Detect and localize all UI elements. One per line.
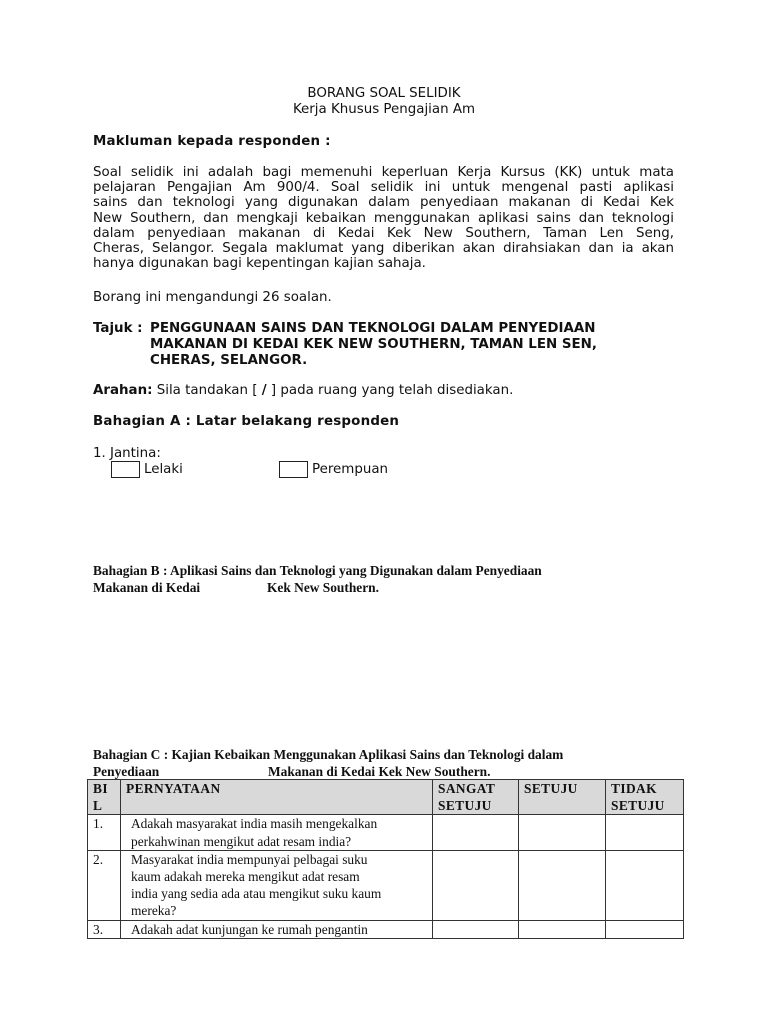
header-sangat-setuju: SANGAT SETUJU: [433, 780, 519, 815]
header-pernyataan: PERNYATAAN: [121, 780, 433, 815]
section-b-heading-line2a: Makanan di Kedai: [93, 580, 201, 595]
perempuan-checkbox[interactable]: [279, 461, 308, 478]
sangat-setuju-cell[interactable]: [433, 850, 519, 920]
arahan-instruction: [93, 383, 513, 398]
survey-table: [87, 779, 684, 939]
tidak-setuju-cell[interactable]: [606, 815, 684, 850]
section-b-heading-line1: Bahagian B : Aplikasi Sains dan Teknologi yang Digunakan dalam Penyediaan: [93, 563, 542, 578]
arahan-label: Arahan:: [93, 383, 153, 398]
tidak-setuju-cell[interactable]: [606, 920, 684, 938]
row-statement: Adakah adat kunjungan ke rumah pengantin: [121, 920, 433, 938]
header-setuju: SETUJU: [519, 780, 606, 815]
form-title: BORANG SOAL SELIDIK: [307, 86, 461, 101]
section-c-heading-line2a: Penyediaan: [93, 764, 160, 779]
arahan-text-before: Sila tandakan [: [152, 383, 262, 398]
table-row: [88, 850, 684, 920]
row-statement: Adakah masyarakat india masih mengekalkan perkahwinan mengikut adat resam india?: [121, 815, 433, 850]
notice-line: Cheras, Selangor. Segala maklumat yang diberikan akan dirahsiakan dan ia akan: [93, 241, 674, 257]
sangat-setuju-cell[interactable]: [433, 920, 519, 938]
section-c-heading-line1: Bahagian C : Kajian Kebaikan Menggunakan Aplikasi Sains dan Teknologi dalam: [93, 747, 564, 762]
header-bil: BI L: [88, 780, 121, 815]
form-subtitle: Kerja Khusus Pengajian Am: [292, 102, 476, 117]
table-row: [88, 920, 684, 938]
perempuan-label: Perempuan: [312, 462, 389, 477]
question-count: Borang ini mengandungi 26 soalan.: [93, 290, 332, 305]
notice-line: New Southern, dan mengkaji kebaikan menggunakan aplikasi sains dan teknologi: [93, 210, 674, 226]
notice-paragraph: [93, 165, 674, 271]
row-statement: Masyarakat india mempunyai pelbagai suku kaum adakah mereka mengikut adat resam india yang sedia ada atau mengikut suku kaum mereka?: [121, 850, 433, 920]
tajuk-label: Tajuk :: [93, 321, 143, 336]
section-c-heading-line2b: Makanan di Kedai Kek New Southern.: [268, 764, 491, 779]
arahan-mark: /: [261, 383, 267, 398]
setuju-cell[interactable]: [519, 920, 606, 938]
gender-question: 1. Jantina:: [93, 446, 161, 461]
section-b-heading-line2b: Kek New Southern.: [267, 580, 379, 595]
table-row: [88, 815, 684, 850]
table-header-row: [88, 780, 684, 815]
header-tidak-setuju: TIDAK SETUJU: [606, 780, 684, 815]
tajuk-line: PENGGUNAAN SAINS DAN TEKNOLOGI DALAM PENYEDIAAN: [150, 321, 596, 336]
notice-line: pelajaran Pengajian Am 900/4. Soal selidik ini untuk mengenal pasti aplikasi: [93, 180, 674, 196]
notice-heading: Makluman kepada responden :: [93, 134, 331, 149]
sangat-setuju-cell[interactable]: [433, 815, 519, 850]
setuju-cell[interactable]: [519, 850, 606, 920]
row-number: 1.: [88, 815, 121, 850]
tajuk-line: MAKANAN DI KEDAI KEK NEW SOUTHERN, TAMAN LEN SEN,: [150, 337, 597, 352]
notice-line: hanya digunakan bagi kepentingan kajian sahaja.: [93, 256, 426, 272]
lelaki-checkbox[interactable]: [111, 461, 140, 478]
setuju-cell[interactable]: [519, 815, 606, 850]
tajuk-line: CHERAS, SELANGOR.: [150, 353, 308, 368]
tidak-setuju-cell[interactable]: [606, 850, 684, 920]
notice-line: dalam penyediaan makanan di Kedai Kek New Southern, Taman Len Seng,: [93, 225, 674, 241]
notice-line: Soal selidik ini adalah bagi memenuhi keperluan Kerja Kursus (KK) untuk mata: [93, 165, 674, 180]
notice-line: sains dan teknologi yang digunakan dalam penyediaan makanan di Kedai Kek: [93, 195, 674, 211]
row-number: 3.: [88, 920, 121, 938]
row-number: 2.: [88, 850, 121, 920]
lelaki-label: Lelaki: [144, 462, 183, 477]
arahan-text-after: ] pada ruang yang telah disediakan.: [266, 383, 514, 398]
section-a-heading: Bahagian A : Latar belakang responden: [93, 414, 400, 429]
